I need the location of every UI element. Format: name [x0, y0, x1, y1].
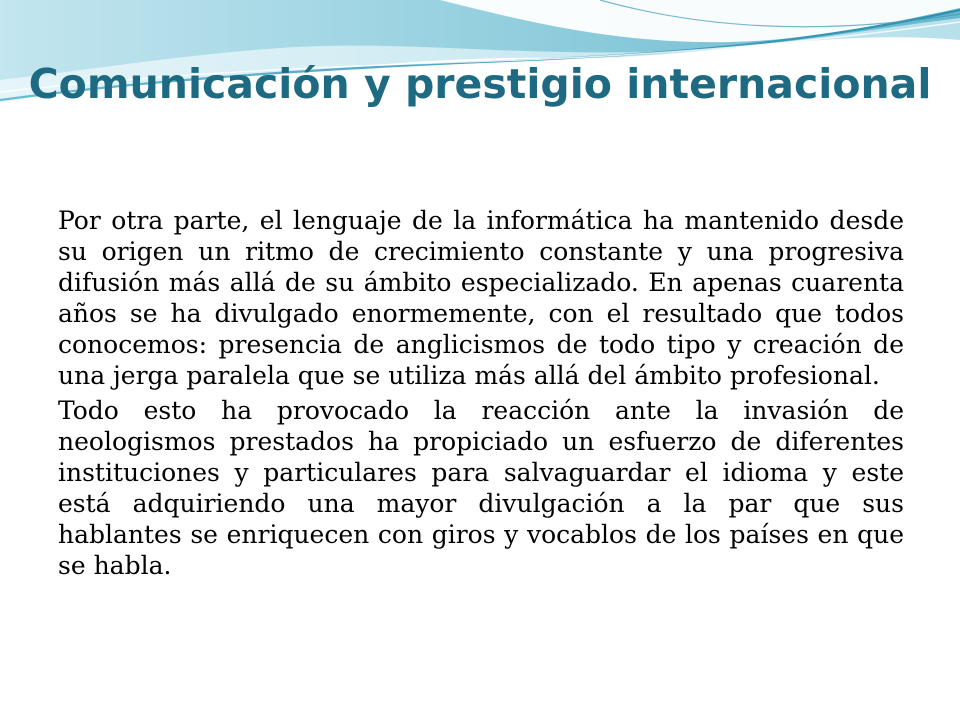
- slide-title: Comunicación y prestigio internacional: [28, 60, 932, 108]
- body-paragraph-2: Todo esto ha provocado la reacción ante la invasión de neologismos prestados ha propiciado un esfuerzo de diferentes instituciones y particulares para salvaguardar el idioma y este está adquiriendo una mayor divulgación a la par que sus hablantes se enriquecen con giros y vocablos de los países en que se habla.: [58, 396, 904, 580]
- slide-body: [58, 205, 904, 585]
- body-paragraph-1: Por otra parte, el lenguaje de la informática ha mantenido desde su origen un ritmo de crecimiento constante y una progresiva difusión más allá de su ámbito especializado. En apenas cuarenta años se ha divulgado enormemente, con el resultado que todos conocemos: presencia de anglicismos de todo tipo y creación de una jerga paralela que se utiliza más allá del ámbito profesional.: [58, 206, 904, 390]
